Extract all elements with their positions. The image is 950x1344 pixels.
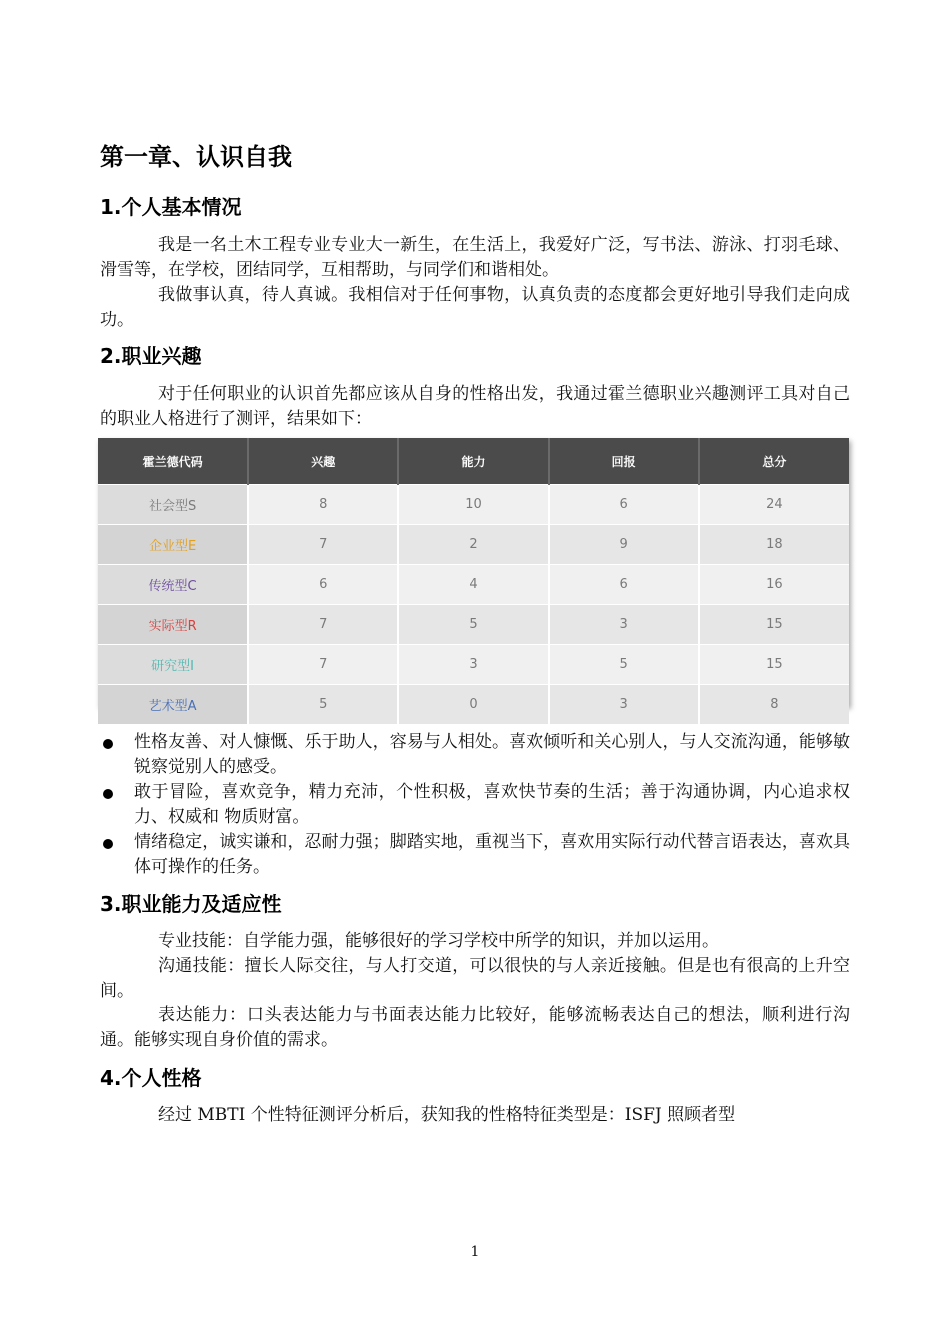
cell-interest: 6 <box>248 565 398 605</box>
cell-ability: 5 <box>398 605 548 645</box>
cell-total: 8 <box>699 685 849 725</box>
table-header-row <box>98 438 849 485</box>
cell-interest: 7 <box>248 605 398 645</box>
cell-ability: 0 <box>398 685 548 725</box>
paragraph-attitude: 我做事认真，待人真诚。我相信对于任何事物，认真负责的态度都会更好地引导我们走向成功。 <box>100 285 850 330</box>
section-title-career-interest: 2.职业兴趣 <box>100 344 202 368</box>
table-row <box>98 485 849 525</box>
cell-total: 18 <box>699 525 849 565</box>
table-row <box>98 525 849 565</box>
cell-interest: 5 <box>248 685 398 725</box>
table-row <box>98 685 849 725</box>
bullet-icon <box>103 839 113 849</box>
row-code: 研究型I <box>98 645 248 685</box>
cell-ability: 10 <box>398 485 548 525</box>
paragraph-expression-skill: 表达能力：口头表达能力与书面表达能力比较好，能够流畅表达自己的想法，顺利进行沟通。能够实现自身价值的需求。 <box>100 1005 850 1050</box>
bullet-text: 情绪稳定，诚实谦和，忍耐力强；脚踏实地，重视当下，喜欢用实际行动代替言语表达，喜欢具体可操作的任务。 <box>134 832 850 877</box>
cell-ability: 3 <box>398 645 548 685</box>
bullet-icon <box>103 739 113 749</box>
cell-total: 15 <box>699 645 849 685</box>
page-number: 1 <box>470 1244 480 1260</box>
row-code: 企业型E <box>98 525 248 565</box>
cell-total: 15 <box>699 605 849 645</box>
cell-reward: 5 <box>549 645 699 685</box>
holland-code-table <box>98 438 849 714</box>
header-total: 总分 <box>699 438 849 485</box>
cell-ability: 2 <box>398 525 548 565</box>
table-row <box>98 565 849 605</box>
header-reward: 回报 <box>549 438 699 485</box>
paragraph-communication-skill: 沟通技能：擅长人际交往，与人打交道，可以很快的与人亲近接触。但是也有很高的上升空间。 <box>100 956 850 1001</box>
list-item <box>100 730 850 780</box>
cell-ability: 4 <box>398 565 548 605</box>
chapter-title: 第一章、认识自我 <box>100 143 292 171</box>
section-title-basic-info: 1.个人基本情况 <box>100 195 242 219</box>
cell-reward: 3 <box>549 605 699 645</box>
paragraph-professional-skill: 专业技能：自学能力强，能够很好的学习学校中所学的知识，并加以运用。 <box>158 931 719 951</box>
cell-reward: 6 <box>549 565 699 605</box>
header-interest: 兴趣 <box>248 438 398 485</box>
list-item <box>100 780 850 830</box>
section-title-ability: 3.职业能力及适应性 <box>100 892 282 916</box>
bullet-icon <box>103 789 113 799</box>
cell-reward: 3 <box>549 685 699 725</box>
header-ability: 能力 <box>398 438 548 485</box>
cell-reward: 6 <box>549 485 699 525</box>
paragraph-holland-intro: 对于任何职业的认识首先都应该从自身的性格出发，我通过霍兰德职业兴趣测评工具对自己的职业人格进行了测评，结果如下： <box>100 384 850 429</box>
table-row <box>98 645 849 685</box>
cell-interest: 8 <box>248 485 398 525</box>
bullet-text: 性格友善、对人慷慨、乐于助人，容易与人相处。喜欢倾听和关心别人，与人交流沟通，能够敏锐察觉别人的感受。 <box>134 732 850 777</box>
row-code: 实际型R <box>98 605 248 645</box>
row-code: 传统型C <box>98 565 248 605</box>
row-code: 社会型S <box>98 485 248 525</box>
bullet-text: 敢于冒险，喜欢竞争，精力充沛，个性积极，喜欢快节奏的生活；善于沟通协调，内心追求权力、权威和 物质财富。 <box>134 782 850 827</box>
cell-reward: 9 <box>549 525 699 565</box>
cell-interest: 7 <box>248 645 398 685</box>
paragraph-mbti: 经过 MBTI 个性特征测评分析后，获知我的性格特征类型是：ISFJ 照顾者型 <box>158 1105 736 1125</box>
header-holland-code: 霍兰德代码 <box>98 438 248 485</box>
table-row <box>98 605 849 645</box>
list-item <box>100 830 850 880</box>
section-title-personality: 4.个人性格 <box>100 1066 202 1090</box>
personality-bullet-list <box>100 730 850 880</box>
paragraph-hobbies: 我是一名土木工程专业专业大一新生，在生活上，我爱好广泛，写书法、游泳、打羽毛球、滑雪等，在学校，团结同学，互相帮助，与同学们和谐相处。 <box>100 235 850 280</box>
cell-total: 24 <box>699 485 849 525</box>
row-code: 艺术型A <box>98 685 248 725</box>
cell-total: 16 <box>699 565 849 605</box>
cell-interest: 7 <box>248 525 398 565</box>
